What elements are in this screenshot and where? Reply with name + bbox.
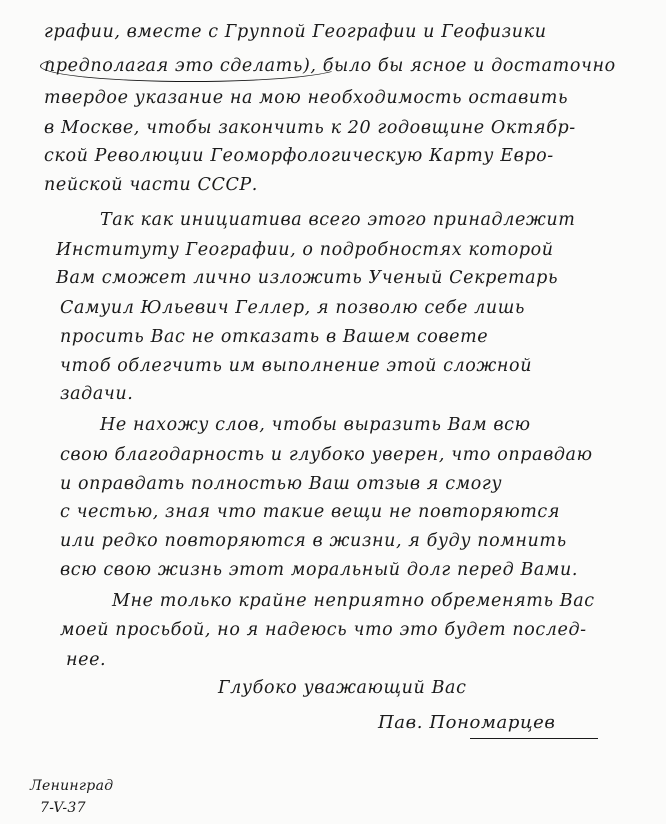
letter-date: 7-V-37 — [40, 800, 86, 816]
bracket-mark — [40, 50, 342, 82]
place-name: Ленинград — [30, 778, 114, 794]
text-line: Не нахожу слов, чтобы выразить Вам всю — [100, 415, 531, 435]
closing-line: Глубоко уважающий Вас — [218, 678, 467, 698]
text-line: моей просьбой, но я надеюсь что это будет послед- — [60, 620, 587, 640]
text-line: графии, вместе с Группой Географии и Геофизики — [44, 22, 547, 42]
text-line: чтоб облегчить им выполнение этой сложной — [60, 356, 533, 376]
signature: Пав. Пономарцев — [378, 712, 556, 733]
text-line: нее. — [66, 650, 107, 670]
text-line: свою благодарность и глубоко уверен, что оправдаю — [60, 445, 593, 465]
text-line: ской Революции Геоморфологическую Карту Евро- — [44, 146, 554, 166]
text-line: Вам сможет лично изложить Ученый Секретарь — [56, 268, 559, 288]
text-line: с честью, зная что такие вещи не повторяются — [60, 502, 561, 522]
text-line: Так как инициатива всего этого принадлежит — [100, 210, 576, 230]
text-line: просить Вас не отказать в Вашем совете — [60, 327, 489, 347]
text-line: Мне только крайне неприятно обременять Вас — [112, 591, 595, 611]
text-line: предполагая это сделать), было бы ясное и достаточно — [44, 56, 616, 76]
signature-underline — [470, 738, 598, 739]
text-line: задачи. — [60, 384, 134, 404]
text-line: пейской части СССР. — [44, 175, 258, 195]
text-line: в Москве, чтобы закончить к 20 годовщине Октябр- — [44, 118, 576, 138]
text-line: твердое указание на мою необходимость оставить — [44, 88, 569, 108]
text-line: Самуил Юльевич Геллер, я позволю себе лишь — [60, 298, 525, 318]
text-line: всю свою жизнь этот моральный долг перед Вами. — [60, 560, 579, 580]
text-line: и оправдать полностью Ваш отзыв я смогу — [60, 474, 503, 494]
text-line: или редко повторяются в жизни, я буду помнить — [60, 531, 567, 551]
text-line: Институту Географии, о подробностях которой — [56, 240, 554, 260]
